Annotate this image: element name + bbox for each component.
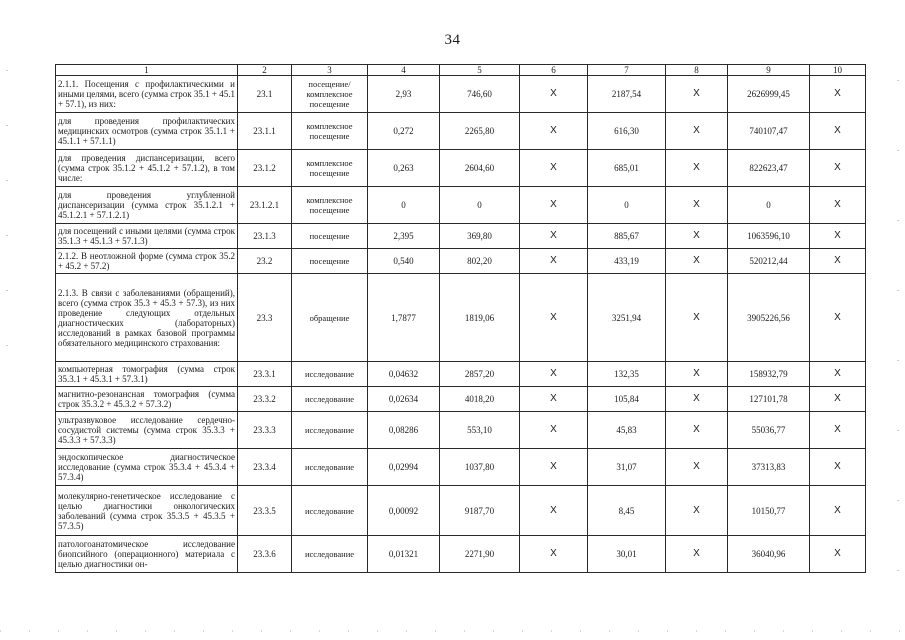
unit-of-measure: посещение/ комплексное посещение bbox=[292, 76, 368, 113]
x-mark: Х bbox=[666, 449, 728, 486]
row-number: 23.3.1 bbox=[238, 362, 292, 387]
scan-margin-marks-right bbox=[897, 80, 899, 580]
unit-of-measure: обращение bbox=[292, 274, 368, 362]
row-description: ультразвуковое исследование сердечно-сосудистой системы (сумма строк 35.3.3 + 45.3.3 + 57.3.3) bbox=[56, 412, 238, 449]
x-mark: Х bbox=[810, 449, 866, 486]
row-description: компьютерная томография (сумма строк 35.3.1 + 45.3.1 + 57.3.1) bbox=[56, 362, 238, 387]
volume-value: 0,263 bbox=[368, 150, 440, 187]
cost-value: 746,60 bbox=[440, 76, 520, 113]
x-mark: Х bbox=[520, 76, 588, 113]
column-header: 1 bbox=[56, 65, 238, 76]
column-header: 7 bbox=[588, 65, 666, 76]
x-mark: Х bbox=[520, 224, 588, 249]
table-row bbox=[56, 536, 866, 573]
row-number: 23.1.2 bbox=[238, 150, 292, 187]
x-mark: Х bbox=[520, 150, 588, 187]
cost-value: 0 bbox=[440, 187, 520, 224]
per-capita-value: 885,67 bbox=[588, 224, 666, 249]
per-capita-value: 31,07 bbox=[588, 449, 666, 486]
volume-value: 0,02994 bbox=[368, 449, 440, 486]
scan-margin-marks-left bbox=[6, 70, 8, 400]
volume-value: 2,395 bbox=[368, 224, 440, 249]
x-mark: Х bbox=[810, 249, 866, 274]
column-header: 9 bbox=[728, 65, 810, 76]
row-number: 23.3 bbox=[238, 274, 292, 362]
row-description: для проведения диспансеризации, всего (сумма строк 35.1.2 + 45.1.2 + 57.1.2), в том числе: bbox=[56, 150, 238, 187]
x-mark: Х bbox=[666, 76, 728, 113]
volume-value: 0,04632 bbox=[368, 362, 440, 387]
per-capita-value: 30,01 bbox=[588, 536, 666, 573]
x-mark: Х bbox=[810, 274, 866, 362]
cost-value: 2857,20 bbox=[440, 362, 520, 387]
volume-value: 0 bbox=[368, 187, 440, 224]
x-mark: Х bbox=[520, 187, 588, 224]
x-mark: Х bbox=[666, 150, 728, 187]
table-row bbox=[56, 113, 866, 150]
volume-value: 0,272 bbox=[368, 113, 440, 150]
per-capita-value: 105,84 bbox=[588, 387, 666, 412]
row-description: для проведения профилактических медицинских осмотров (сумма строк 35.1.1 + 45.1.1 + 57.1.1) bbox=[56, 113, 238, 150]
x-mark: Х bbox=[810, 412, 866, 449]
x-mark: Х bbox=[520, 113, 588, 150]
row-number: 23.3.6 bbox=[238, 536, 292, 573]
x-mark: Х bbox=[666, 274, 728, 362]
per-capita-value: 132,35 bbox=[588, 362, 666, 387]
row-description: для проведения углубленной диспансеризации (сумма строк 35.1.2.1 + 45.1.2.1 + 57.1.2.1) bbox=[56, 187, 238, 224]
row-description: патологоанатомическое исследование биопсийного (операционного) материала с целью диагностики он- bbox=[56, 536, 238, 573]
unit-of-measure: исследование bbox=[292, 536, 368, 573]
cost-value: 9187,70 bbox=[440, 486, 520, 536]
x-mark: Х bbox=[520, 412, 588, 449]
column-header: 10 bbox=[810, 65, 866, 76]
row-number: 23.1 bbox=[238, 76, 292, 113]
volume-value: 2,93 bbox=[368, 76, 440, 113]
cost-value: 2604,60 bbox=[440, 150, 520, 187]
volume-value: 0,08286 bbox=[368, 412, 440, 449]
x-mark: Х bbox=[666, 412, 728, 449]
x-mark: Х bbox=[666, 224, 728, 249]
unit-of-measure: комплексное посещение bbox=[292, 187, 368, 224]
total-value: 2626999,45 bbox=[728, 76, 810, 113]
cost-value: 1819,06 bbox=[440, 274, 520, 362]
row-description: 2.1.1. Посещения с профилактическими и иными целями, всего (сумма строк 35.1 + 45.1 + 57.1), из них: bbox=[56, 76, 238, 113]
table-row bbox=[56, 150, 866, 187]
scan-artifact-line bbox=[0, 630, 905, 632]
x-mark: Х bbox=[810, 387, 866, 412]
row-description: магнитно-резонансная томография (сумма строк 35.3.2 + 45.3.2 + 57.3.2) bbox=[56, 387, 238, 412]
cost-value: 4018,20 bbox=[440, 387, 520, 412]
volume-value: 0,01321 bbox=[368, 536, 440, 573]
table-row bbox=[56, 486, 866, 536]
data-table bbox=[55, 64, 866, 573]
unit-of-measure: исследование bbox=[292, 362, 368, 387]
table-row bbox=[56, 249, 866, 274]
per-capita-value: 45,83 bbox=[588, 412, 666, 449]
row-number: 23.2 bbox=[238, 249, 292, 274]
per-capita-value: 616,30 bbox=[588, 113, 666, 150]
cost-value: 2271,90 bbox=[440, 536, 520, 573]
per-capita-value: 2187,54 bbox=[588, 76, 666, 113]
total-value: 3905226,56 bbox=[728, 274, 810, 362]
table-row bbox=[56, 224, 866, 249]
row-description: для посещений с иными целями (сумма строк 35.1.3 + 45.1.3 + 57.1.3) bbox=[56, 224, 238, 249]
x-mark: Х bbox=[520, 536, 588, 573]
x-mark: Х bbox=[666, 387, 728, 412]
total-value: 36040,96 bbox=[728, 536, 810, 573]
x-mark: Х bbox=[666, 362, 728, 387]
total-value: 520212,44 bbox=[728, 249, 810, 274]
unit-of-measure: исследование bbox=[292, 387, 368, 412]
x-mark: Х bbox=[810, 536, 866, 573]
total-value: 740107,47 bbox=[728, 113, 810, 150]
x-mark: Х bbox=[666, 249, 728, 274]
total-value: 1063596,10 bbox=[728, 224, 810, 249]
x-mark: Х bbox=[810, 224, 866, 249]
column-header: 4 bbox=[368, 65, 440, 76]
total-value: 127101,78 bbox=[728, 387, 810, 412]
table-row bbox=[56, 362, 866, 387]
per-capita-value: 0 bbox=[588, 187, 666, 224]
table-row bbox=[56, 187, 866, 224]
unit-of-measure: исследование bbox=[292, 449, 368, 486]
total-value: 0 bbox=[728, 187, 810, 224]
row-description: молекулярно-генетическое исследование с целью диагностики онкологических заболеваний (сумма строк 35.3.5 + 45.3.5 + 57.3.5) bbox=[56, 486, 238, 536]
cost-value: 553,10 bbox=[440, 412, 520, 449]
cost-value: 802,20 bbox=[440, 249, 520, 274]
unit-of-measure: комплексное посещение bbox=[292, 113, 368, 150]
x-mark: Х bbox=[666, 486, 728, 536]
total-value: 55036,77 bbox=[728, 412, 810, 449]
page-number: 34 bbox=[444, 32, 461, 48]
per-capita-value: 685,01 bbox=[588, 150, 666, 187]
column-header: 2 bbox=[238, 65, 292, 76]
x-mark: Х bbox=[810, 187, 866, 224]
x-mark: Х bbox=[520, 362, 588, 387]
unit-of-measure: посещение bbox=[292, 224, 368, 249]
total-value: 37313,83 bbox=[728, 449, 810, 486]
x-mark: Х bbox=[810, 150, 866, 187]
table-row bbox=[56, 449, 866, 486]
x-mark: Х bbox=[520, 387, 588, 412]
column-header: 3 bbox=[292, 65, 368, 76]
volume-value: 0,540 bbox=[368, 249, 440, 274]
column-header: 5 bbox=[440, 65, 520, 76]
row-number: 23.3.2 bbox=[238, 387, 292, 412]
total-value: 10150,77 bbox=[728, 486, 810, 536]
row-number: 23.1.1 bbox=[238, 113, 292, 150]
volume-value: 0,00092 bbox=[368, 486, 440, 536]
table-row bbox=[56, 387, 866, 412]
x-mark: Х bbox=[810, 76, 866, 113]
unit-of-measure: исследование bbox=[292, 412, 368, 449]
unit-of-measure: комплексное посещение bbox=[292, 150, 368, 187]
row-description: 2.1.2. В неотложной форме (сумма строк 35.2 + 45.2 + 57.2) bbox=[56, 249, 238, 274]
row-description: эндоскопическое диагностическое исследование (сумма строк 35.3.4 + 45.3.4 + 57.3.4) bbox=[56, 449, 238, 486]
total-value: 158932,79 bbox=[728, 362, 810, 387]
x-mark: Х bbox=[810, 362, 866, 387]
x-mark: Х bbox=[666, 113, 728, 150]
row-number: 23.1.3 bbox=[238, 224, 292, 249]
total-value: 822623,47 bbox=[728, 150, 810, 187]
row-number: 23.3.5 bbox=[238, 486, 292, 536]
unit-of-measure: исследование bbox=[292, 486, 368, 536]
volume-value: 1,7877 bbox=[368, 274, 440, 362]
per-capita-value: 8,45 bbox=[588, 486, 666, 536]
row-number: 23.3.3 bbox=[238, 412, 292, 449]
row-number: 23.1.2.1 bbox=[238, 187, 292, 224]
table-row bbox=[56, 412, 866, 449]
x-mark: Х bbox=[520, 449, 588, 486]
cost-value: 369,80 bbox=[440, 224, 520, 249]
x-mark: Х bbox=[520, 274, 588, 362]
table-row bbox=[56, 274, 866, 362]
column-header: 6 bbox=[520, 65, 588, 76]
column-header: 8 bbox=[666, 65, 728, 76]
table-row bbox=[56, 76, 866, 113]
header-row bbox=[56, 65, 866, 76]
x-mark: Х bbox=[666, 187, 728, 224]
x-mark: Х bbox=[520, 486, 588, 536]
x-mark: Х bbox=[520, 249, 588, 274]
row-description: 2.1.3. В связи с заболеваниями (обращений), всего (сумма строк 35.3 + 45.3 + 57.3), из них проведение следующих отдельных диагностических (лабораторных) исследований в рамках базовой программы обязательного медицинского страхования: bbox=[56, 274, 238, 362]
per-capita-value: 3251,94 bbox=[588, 274, 666, 362]
cost-value: 1037,80 bbox=[440, 449, 520, 486]
cost-value: 2265,80 bbox=[440, 113, 520, 150]
volume-value: 0,02634 bbox=[368, 387, 440, 412]
per-capita-value: 433,19 bbox=[588, 249, 666, 274]
x-mark: Х bbox=[810, 486, 866, 536]
x-mark: Х bbox=[666, 536, 728, 573]
row-number: 23.3.4 bbox=[238, 449, 292, 486]
unit-of-measure: посещение bbox=[292, 249, 368, 274]
x-mark: Х bbox=[810, 113, 866, 150]
